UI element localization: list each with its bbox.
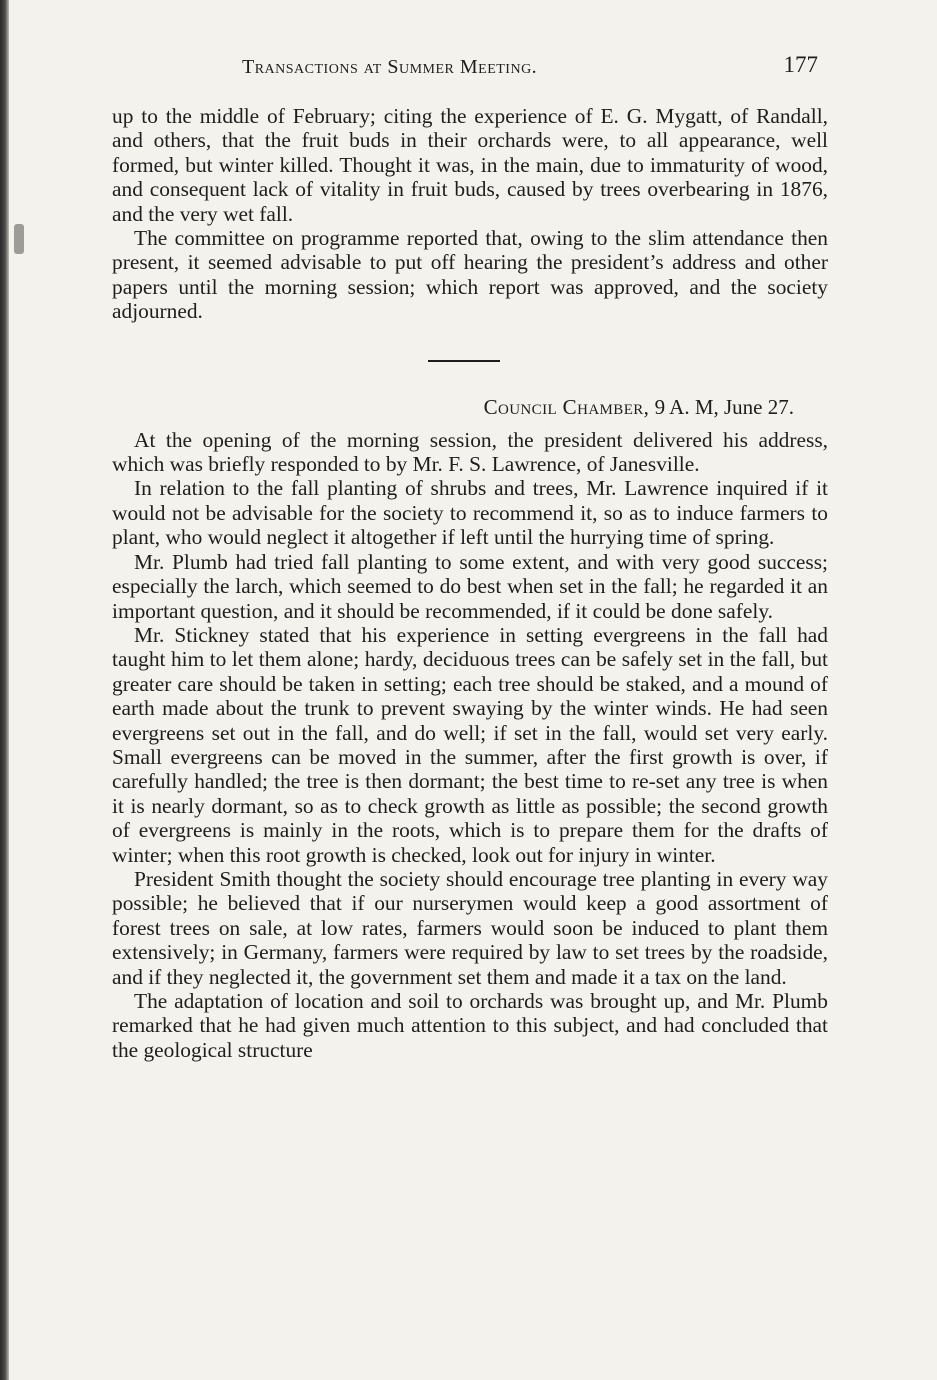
paragraph-adaptation: The adaptation of location and soil to orchards was brought up, and Mr. Plumb remarked that he had given much attention to this subject, and had concluded that the geological structure bbox=[112, 989, 828, 1062]
paragraph-plumb: Mr. Plumb had tried fall planting to some extent, and with very good success; especially the larch, which seemed to do best when set in the fall; he regarded it an important question, and it should be recommended, if it could be done safely. bbox=[112, 549, 828, 623]
paragraph-stickney: Mr. Stickney stated that his experience in setting evergreens in the fall had taught him to let them alone; hardy, deciduous trees can be safely set in the fall, but greater care should be taken in setting; each tree should be staked, and a mound of earth made about the trunk to prevent swaying by the winter winds. He had seen evergreens set out in the fall, and do well; if set in the fall, would set very early. Small evergreens can be moved in the summer, after the first growth is over, if carefully handled; the tree is then dormant; the best time to re-set any tree is when it is nearly dormant, so as to check growth as little as possible; the second growth of evergreens is mainly in the roots, which is to prepare them for the drafts of winter; when this root growth is checked, look out for injury in winter. bbox=[112, 622, 828, 867]
dateline-place: Council Chamber, bbox=[483, 394, 650, 419]
page-number: 177 bbox=[783, 52, 818, 77]
paragraph-continued: up to the middle of February; citing the experience of E. G. Mygatt, of Randall, and others, that the fruit buds in their orchards were, to all appearance, well formed, but winter killed. Thought it was, in the main, due to immaturity of wood, and consequent lack of vitality in fruit buds, caused by trees overbearing in 1876, and the very wet fall. bbox=[112, 104, 828, 226]
paragraph-committee-report: The committee on programme reported that, owing to the slim attendance then present, it seemed advisable to put off hearing the president’s address and other papers until the morning session; which report was approved, and the society adjourned. bbox=[112, 226, 828, 324]
book-page bbox=[112, 52, 828, 1062]
paragraph-smith: President Smith thought the society should encourage tree planting in every way possible; he believed that if our nurserymen would keep a good assortment of forest trees on sale, at low rates, farmers would soon be induced to plant them extensively; in Germany, farmers were required by law to set trees by the roadside, and if they neglected it, the government set them and made it a tax on the land. bbox=[112, 866, 828, 989]
margin-mark bbox=[14, 224, 24, 254]
page-header bbox=[112, 52, 828, 82]
running-head: Transactions at Summer Meeting. bbox=[242, 56, 538, 78]
session-dateline bbox=[112, 395, 794, 420]
book-spine-edge bbox=[0, 0, 9, 1380]
section-divider bbox=[428, 360, 500, 362]
paragraph-president-address: At the opening of the morning session, the president delivered his address, which was briefly responded to by Mr. F. S. Lawrence, of Janesville. bbox=[112, 427, 828, 477]
paragraph-fall-planting: In relation to the fall planting of shrubs and trees, Mr. Lawrence inquired if it would not be advisable for the society to recommend it, so as to induce farmers to plant, who would neglect it altogether if left until the hurrying time of spring. bbox=[112, 476, 828, 550]
dateline-time: 9 A. M, June 27. bbox=[654, 394, 794, 419]
